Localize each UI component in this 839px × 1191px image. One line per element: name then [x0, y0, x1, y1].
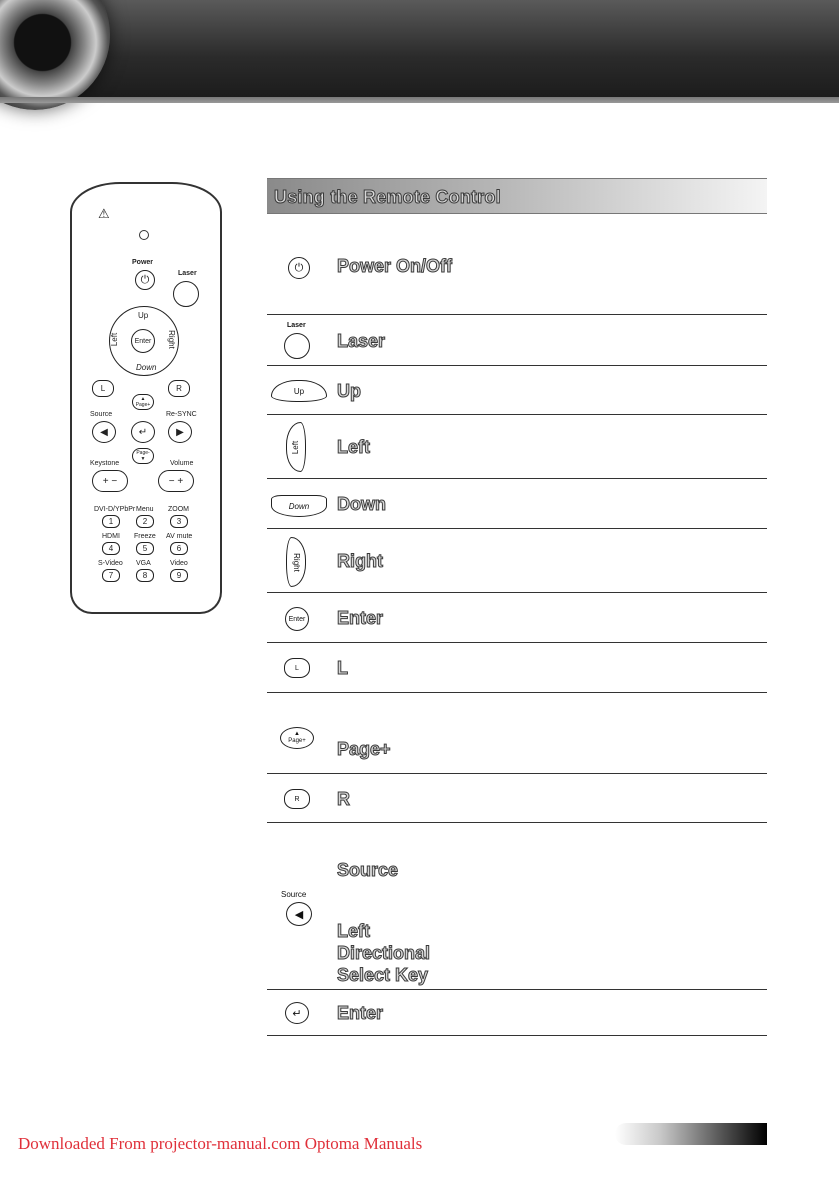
remote-down-label: Down	[136, 363, 157, 372]
remote-key-label: Video	[170, 560, 188, 567]
table-row	[267, 530, 767, 593]
table-row	[267, 824, 767, 990]
remote-dpad	[109, 306, 179, 376]
row-label: Enter	[337, 1003, 384, 1023]
remote-key-label: ZOOM	[168, 506, 189, 513]
remote-key-label: AV mute	[166, 533, 193, 540]
remote-l-button: L	[92, 380, 114, 397]
table-row	[267, 694, 767, 774]
section-header	[267, 178, 767, 214]
table-row	[267, 316, 767, 366]
remote-key-label: Freeze	[134, 533, 156, 540]
row-label: Laser	[337, 331, 386, 351]
row-label: L	[337, 658, 348, 678]
remote-number-key: 1	[102, 515, 120, 528]
source-caption: Source	[281, 890, 307, 899]
r-button-icon: R	[284, 789, 310, 809]
section-title: Using the Remote Control	[274, 187, 501, 207]
remote-page-plus-button: ▲ Page+	[132, 394, 154, 410]
row-label: Right	[337, 551, 383, 571]
download-source-link[interactable]: Downloaded From projector-manual.com Optoma Manuals	[18, 1134, 423, 1153]
remote-key-label: HDMI	[102, 533, 120, 540]
remote-number-key: 3	[170, 515, 188, 528]
indicator-led	[139, 230, 149, 240]
table-row	[267, 416, 767, 479]
row-label: Left	[337, 437, 370, 457]
remote-keystone-button: + −	[92, 470, 128, 492]
table-row	[267, 213, 767, 315]
power-icon: ⏻	[288, 257, 310, 279]
remote-volume-button: − +	[158, 470, 194, 492]
remote-number-key: 2	[136, 515, 154, 528]
projector-lens-image	[0, 0, 110, 110]
remote-number-key: 5	[136, 542, 154, 555]
l-button-icon: L	[284, 658, 310, 678]
remote-enter-button: Enter	[131, 329, 155, 353]
remote-resync-button: ▶	[168, 421, 192, 443]
row-label-select-key: Select Key	[337, 965, 429, 985]
enter-button-icon: Enter	[285, 607, 309, 631]
remote-control-illustration	[70, 182, 222, 614]
source-left-icon: ◀	[286, 902, 312, 926]
remote-source-label: Source	[90, 411, 113, 418]
table-row	[267, 775, 767, 823]
remote-number-key: 6	[170, 542, 188, 555]
row-label: Page+	[337, 739, 391, 759]
laser-warning-icon: ⚠	[98, 206, 110, 221]
table-row	[267, 644, 767, 693]
row-label-source: Source	[337, 860, 399, 880]
remote-page-minus-button: Page- ▼	[132, 448, 154, 464]
remote-number-key: 8	[136, 569, 154, 582]
table-row	[267, 991, 767, 1036]
remote-number-key: 7	[102, 569, 120, 582]
enter-arrow-icon: ↵	[285, 1002, 309, 1024]
header-banner	[0, 0, 839, 103]
row-label: R	[337, 789, 350, 809]
remote-key-label: S-Video	[98, 560, 123, 567]
remote-key-label: DVI-D/YPbPr	[94, 506, 136, 513]
up-button-icon: Up	[271, 380, 327, 402]
remote-keystone-label: Keystone	[90, 460, 120, 467]
table-row	[267, 480, 767, 529]
remote-resync-label: Re-SYNC	[166, 411, 197, 418]
row-label: Enter	[337, 608, 384, 628]
remote-power-button: ⏻	[135, 270, 155, 290]
remote-source-button: ◀	[92, 421, 116, 443]
table-row	[267, 367, 767, 415]
remote-right-label: Right	[166, 330, 176, 349]
laser-caption: Laser	[287, 322, 306, 329]
remote-left-label: Left	[110, 332, 120, 347]
right-button-icon: Right	[286, 537, 306, 587]
remote-power-label: Power	[132, 259, 154, 266]
remote-r-button: R	[168, 380, 190, 397]
remote-enter-arrow-button: ↵	[131, 421, 155, 443]
laser-button-icon	[284, 333, 310, 359]
row-label-directional: Directional	[337, 943, 431, 963]
remote-number-key: 9	[170, 569, 188, 582]
row-label: Power On/Off	[337, 256, 453, 276]
page-plus-button-icon: ▲ Page+	[280, 727, 314, 749]
row-label: Up	[337, 381, 361, 401]
remote-key-label: Menu	[136, 506, 154, 513]
footer-gradient-bar	[615, 1123, 767, 1145]
row-label: Down	[337, 494, 386, 514]
remote-key-label: VGA	[136, 560, 151, 567]
remote-laser-button	[173, 281, 199, 307]
remote-number-key: 4	[102, 542, 120, 555]
table-row	[267, 594, 767, 643]
remote-laser-label: Laser	[178, 270, 197, 277]
remote-up-label: Up	[138, 311, 149, 320]
down-button-icon: Down	[271, 495, 327, 517]
remote-volume-label: Volume	[170, 460, 194, 467]
row-label-left: Left	[337, 921, 370, 941]
left-button-icon: Left	[286, 422, 306, 472]
